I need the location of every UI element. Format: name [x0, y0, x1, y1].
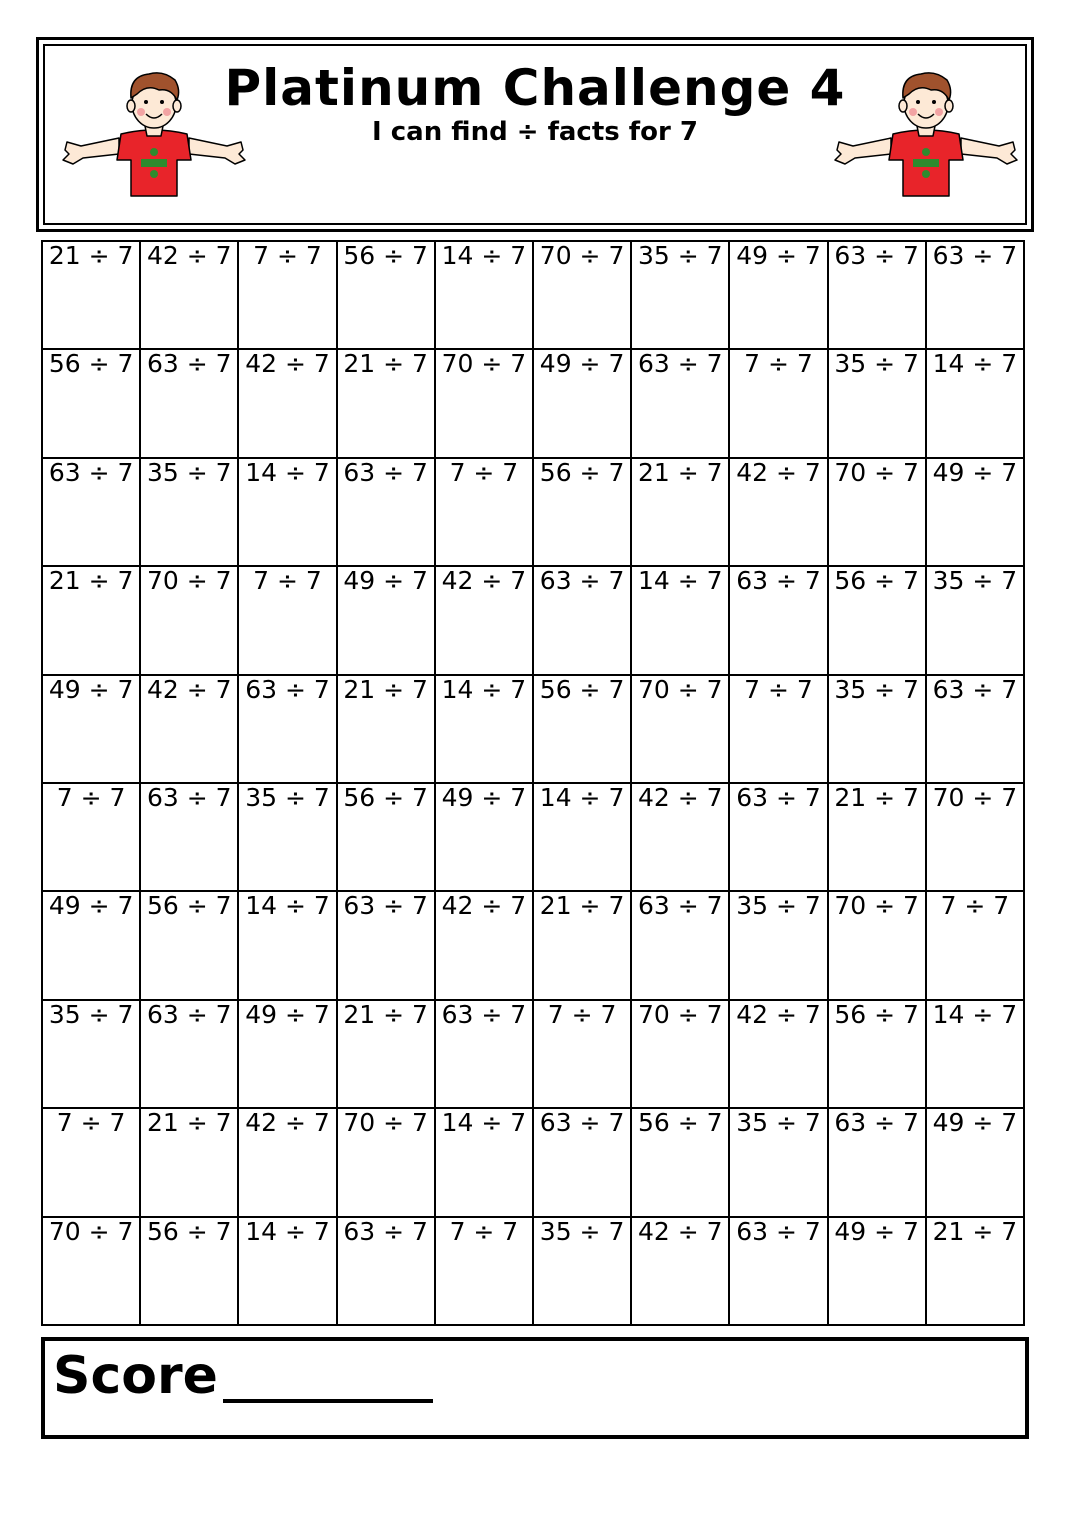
question-text: 14 ÷ 7: [638, 566, 723, 596]
question-cell[interactable]: [141, 1001, 239, 1109]
question-cell[interactable]: [927, 676, 1025, 784]
question-cell[interactable]: [43, 892, 141, 1000]
question-text: 7 ÷ 7: [449, 1216, 519, 1246]
question-text: 14 ÷ 7: [932, 999, 1018, 1029]
question-text: 35 ÷ 7: [147, 457, 232, 487]
question-text: 14 ÷ 7: [539, 783, 625, 812]
question-cell[interactable]: [829, 1109, 927, 1217]
question-text: 70 ÷ 7: [147, 566, 232, 596]
question-text: 35 ÷ 7: [736, 1108, 821, 1138]
question-cell[interactable]: [927, 1109, 1025, 1217]
question-text: 63 ÷ 7: [343, 1216, 428, 1246]
question-text: 21 ÷ 7: [343, 999, 428, 1029]
question-cell[interactable]: [436, 1109, 534, 1217]
question-cell[interactable]: [730, 676, 828, 784]
question-text: 70 ÷ 7: [834, 457, 919, 487]
question-text: 56 ÷ 7: [343, 783, 428, 812]
question-text: 49 ÷ 7: [441, 783, 527, 812]
question-cell[interactable]: [338, 242, 436, 350]
question-cell[interactable]: [534, 1218, 632, 1326]
question-cell[interactable]: [338, 784, 436, 892]
question-text: 70 ÷ 7: [834, 891, 919, 921]
question-cell[interactable]: [141, 1109, 239, 1217]
question-cell[interactable]: [534, 1001, 632, 1109]
question-text: 7 ÷ 7: [56, 783, 126, 812]
question-text: 63 ÷ 7: [147, 783, 232, 812]
page-subtitle: I can find ÷ facts for 7: [372, 117, 698, 147]
title-banner-inner: [43, 44, 1027, 225]
question-text: 63 ÷ 7: [343, 457, 428, 487]
question-cell[interactable]: [927, 567, 1025, 675]
question-cell[interactable]: [436, 242, 534, 350]
question-cell[interactable]: [239, 1001, 337, 1109]
question-text: 49 ÷ 7: [48, 674, 134, 704]
question-text: 49 ÷ 7: [343, 566, 428, 596]
question-cell[interactable]: [534, 784, 632, 892]
question-text: 63 ÷ 7: [834, 241, 919, 270]
question-text: 70 ÷ 7: [932, 783, 1018, 812]
question-text: 49 ÷ 7: [932, 457, 1018, 487]
question-cell[interactable]: [730, 1218, 828, 1326]
question-text: 7 ÷ 7: [56, 1108, 126, 1138]
question-text: 49 ÷ 7: [736, 241, 821, 270]
question-text: 63 ÷ 7: [736, 566, 821, 596]
question-cell[interactable]: [338, 350, 436, 458]
question-text: 21 ÷ 7: [539, 891, 625, 921]
question-text: 35 ÷ 7: [245, 783, 330, 812]
question-text: 56 ÷ 7: [48, 349, 134, 379]
question-text: 21 ÷ 7: [638, 457, 723, 487]
question-cell[interactable]: [436, 459, 534, 567]
question-text: 63 ÷ 7: [48, 457, 134, 487]
question-text: 35 ÷ 7: [48, 999, 134, 1029]
question-text: 7 ÷ 7: [449, 457, 519, 487]
question-text: 14 ÷ 7: [441, 1108, 527, 1138]
question-text: 14 ÷ 7: [441, 241, 527, 270]
question-cell[interactable]: [436, 1001, 534, 1109]
question-text: 49 ÷ 7: [539, 349, 625, 379]
score-label: Score: [53, 1346, 218, 1406]
question-text: 14 ÷ 7: [245, 457, 330, 487]
question-cell[interactable]: [239, 1109, 337, 1217]
division-facts-grid: [41, 240, 1025, 1326]
question-text: 56 ÷ 7: [343, 241, 428, 270]
question-text: 63 ÷ 7: [343, 891, 428, 921]
question-cell[interactable]: [730, 567, 828, 675]
question-text: 42 ÷ 7: [638, 1216, 723, 1246]
question-text: 49 ÷ 7: [245, 999, 330, 1029]
question-text: 70 ÷ 7: [638, 999, 723, 1029]
question-cell[interactable]: [338, 1218, 436, 1326]
question-text: 42 ÷ 7: [736, 457, 821, 487]
question-cell[interactable]: [829, 676, 927, 784]
question-text: 63 ÷ 7: [638, 891, 723, 921]
question-cell[interactable]: [141, 784, 239, 892]
question-text: 35 ÷ 7: [932, 566, 1018, 596]
question-cell[interactable]: [436, 676, 534, 784]
question-text: 42 ÷ 7: [147, 674, 232, 704]
question-text: 21 ÷ 7: [48, 241, 134, 270]
question-text: 14 ÷ 7: [441, 674, 527, 704]
question-cell[interactable]: [239, 459, 337, 567]
question-cell[interactable]: [338, 676, 436, 784]
question-cell[interactable]: [141, 242, 239, 350]
question-cell[interactable]: [632, 1001, 730, 1109]
question-text: 63 ÷ 7: [539, 1108, 625, 1138]
question-text: 21 ÷ 7: [343, 674, 428, 704]
question-cell[interactable]: [141, 676, 239, 784]
question-text: 70 ÷ 7: [343, 1108, 428, 1138]
question-cell[interactable]: [436, 350, 534, 458]
question-cell[interactable]: [730, 892, 828, 1000]
question-cell[interactable]: [927, 1218, 1025, 1326]
question-text: 63 ÷ 7: [736, 1216, 821, 1246]
title-banner: [36, 37, 1034, 232]
question-text: 63 ÷ 7: [245, 674, 330, 704]
question-text: 14 ÷ 7: [932, 349, 1018, 379]
question-text: 21 ÷ 7: [48, 566, 134, 596]
question-cell[interactable]: [730, 784, 828, 892]
question-cell[interactable]: [730, 1109, 828, 1217]
question-text: 63 ÷ 7: [147, 999, 232, 1029]
question-text: 42 ÷ 7: [245, 1108, 330, 1138]
question-cell[interactable]: [43, 1001, 141, 1109]
question-text: 7 ÷ 7: [253, 566, 322, 596]
question-text: 56 ÷ 7: [638, 1108, 723, 1138]
question-cell[interactable]: [829, 784, 927, 892]
question-text: 7 ÷ 7: [547, 999, 617, 1029]
question-cell[interactable]: [927, 459, 1025, 567]
question-cell[interactable]: [43, 1109, 141, 1217]
question-text: 63 ÷ 7: [736, 783, 821, 812]
question-cell[interactable]: [829, 1001, 927, 1109]
question-cell[interactable]: [927, 892, 1025, 1000]
question-text: 56 ÷ 7: [539, 674, 625, 704]
question-text: 63 ÷ 7: [638, 349, 723, 379]
question-text: 70 ÷ 7: [48, 1216, 134, 1246]
question-cell[interactable]: [632, 1218, 730, 1326]
question-text: 42 ÷ 7: [736, 999, 821, 1029]
question-cell[interactable]: [239, 784, 337, 892]
question-text: 56 ÷ 7: [834, 999, 919, 1029]
question-cell[interactable]: [43, 784, 141, 892]
question-text: 63 ÷ 7: [147, 349, 232, 379]
question-text: 56 ÷ 7: [147, 1216, 232, 1246]
question-cell[interactable]: [534, 242, 632, 350]
question-cell[interactable]: [632, 567, 730, 675]
question-cell[interactable]: [927, 350, 1025, 458]
question-cell[interactable]: [534, 892, 632, 1000]
question-text: 42 ÷ 7: [245, 349, 330, 379]
question-text: 70 ÷ 7: [638, 674, 723, 704]
question-text: 49 ÷ 7: [932, 1108, 1018, 1138]
question-text: 7 ÷ 7: [744, 674, 813, 704]
question-cell[interactable]: [534, 459, 632, 567]
question-text: 49 ÷ 7: [48, 891, 134, 921]
question-cell[interactable]: [632, 350, 730, 458]
question-cell[interactable]: [43, 350, 141, 458]
question-cell[interactable]: [239, 567, 337, 675]
question-cell[interactable]: [632, 784, 730, 892]
question-cell[interactable]: [730, 350, 828, 458]
question-text: 56 ÷ 7: [539, 457, 625, 487]
question-cell[interactable]: [632, 892, 730, 1000]
question-text: 63 ÷ 7: [441, 999, 527, 1029]
question-cell[interactable]: [632, 459, 730, 567]
question-cell[interactable]: [730, 459, 828, 567]
question-cell[interactable]: [632, 1109, 730, 1217]
question-text: 7 ÷ 7: [744, 349, 813, 379]
question-text: 35 ÷ 7: [834, 674, 919, 704]
question-cell[interactable]: [43, 242, 141, 350]
question-cell[interactable]: [829, 350, 927, 458]
question-cell[interactable]: [534, 676, 632, 784]
question-cell[interactable]: [927, 784, 1025, 892]
question-cell[interactable]: [730, 242, 828, 350]
question-text: 63 ÷ 7: [834, 1108, 919, 1138]
question-text: 21 ÷ 7: [932, 1216, 1018, 1246]
question-text: 56 ÷ 7: [834, 566, 919, 596]
question-cell[interactable]: [239, 676, 337, 784]
question-cell[interactable]: [436, 567, 534, 675]
question-cell[interactable]: [239, 350, 337, 458]
question-text: 35 ÷ 7: [638, 241, 723, 270]
question-cell[interactable]: [534, 350, 632, 458]
question-text: 21 ÷ 7: [343, 349, 428, 379]
question-cell[interactable]: [829, 459, 927, 567]
question-cell[interactable]: [927, 1001, 1025, 1109]
question-text: 7 ÷ 7: [253, 241, 322, 270]
question-cell[interactable]: [436, 892, 534, 1000]
question-cell[interactable]: [927, 242, 1025, 350]
question-cell[interactable]: [43, 1218, 141, 1326]
question-cell[interactable]: [338, 459, 436, 567]
question-cell[interactable]: [141, 892, 239, 1000]
question-cell[interactable]: [829, 892, 927, 1000]
question-text: 14 ÷ 7: [245, 891, 330, 921]
question-text: 7 ÷ 7: [940, 891, 1010, 921]
question-text: 42 ÷ 7: [638, 783, 723, 812]
question-cell[interactable]: [829, 242, 927, 350]
question-cell[interactable]: [43, 676, 141, 784]
question-cell[interactable]: [239, 242, 337, 350]
question-cell[interactable]: [829, 1218, 927, 1326]
question-text: 35 ÷ 7: [539, 1216, 625, 1246]
question-cell[interactable]: [239, 1218, 337, 1326]
question-cell[interactable]: [338, 1109, 436, 1217]
question-cell[interactable]: [141, 567, 239, 675]
question-cell[interactable]: [436, 1218, 534, 1326]
question-cell[interactable]: [141, 350, 239, 458]
boy-with-divide-shirt-icon: [831, 68, 1021, 198]
question-text: 70 ÷ 7: [539, 241, 625, 270]
question-cell[interactable]: [338, 1001, 436, 1109]
page-title: Platinum Challenge 4: [224, 59, 846, 117]
question-text: 63 ÷ 7: [932, 674, 1018, 704]
question-cell[interactable]: [436, 784, 534, 892]
score-box: [41, 1337, 1029, 1439]
boy-with-divide-shirt-icon: [59, 68, 249, 198]
question-cell[interactable]: [534, 567, 632, 675]
question-cell[interactable]: [534, 1109, 632, 1217]
question-cell[interactable]: [43, 459, 141, 567]
question-text: 35 ÷ 7: [736, 891, 821, 921]
question-text: 63 ÷ 7: [932, 241, 1018, 270]
question-text: 42 ÷ 7: [441, 566, 527, 596]
question-cell[interactable]: [239, 892, 337, 1000]
question-cell[interactable]: [338, 567, 436, 675]
question-text: 42 ÷ 7: [441, 891, 527, 921]
question-cell[interactable]: [141, 459, 239, 567]
question-text: 42 ÷ 7: [147, 241, 232, 270]
question-cell[interactable]: [43, 567, 141, 675]
question-text: 49 ÷ 7: [834, 1216, 919, 1246]
question-text: 56 ÷ 7: [147, 891, 232, 921]
question-cell[interactable]: [141, 1218, 239, 1326]
question-text: 70 ÷ 7: [441, 349, 527, 379]
question-text: 21 ÷ 7: [147, 1108, 232, 1138]
question-cell[interactable]: [632, 242, 730, 350]
question-text: 21 ÷ 7: [834, 783, 919, 812]
question-text: 14 ÷ 7: [245, 1216, 330, 1246]
question-cell[interactable]: [829, 567, 927, 675]
question-cell[interactable]: [338, 892, 436, 1000]
question-text: 63 ÷ 7: [539, 566, 625, 596]
question-cell[interactable]: [730, 1001, 828, 1109]
question-text: 35 ÷ 7: [834, 349, 919, 379]
question-cell[interactable]: [632, 676, 730, 784]
score-answer-line: [223, 1399, 433, 1403]
